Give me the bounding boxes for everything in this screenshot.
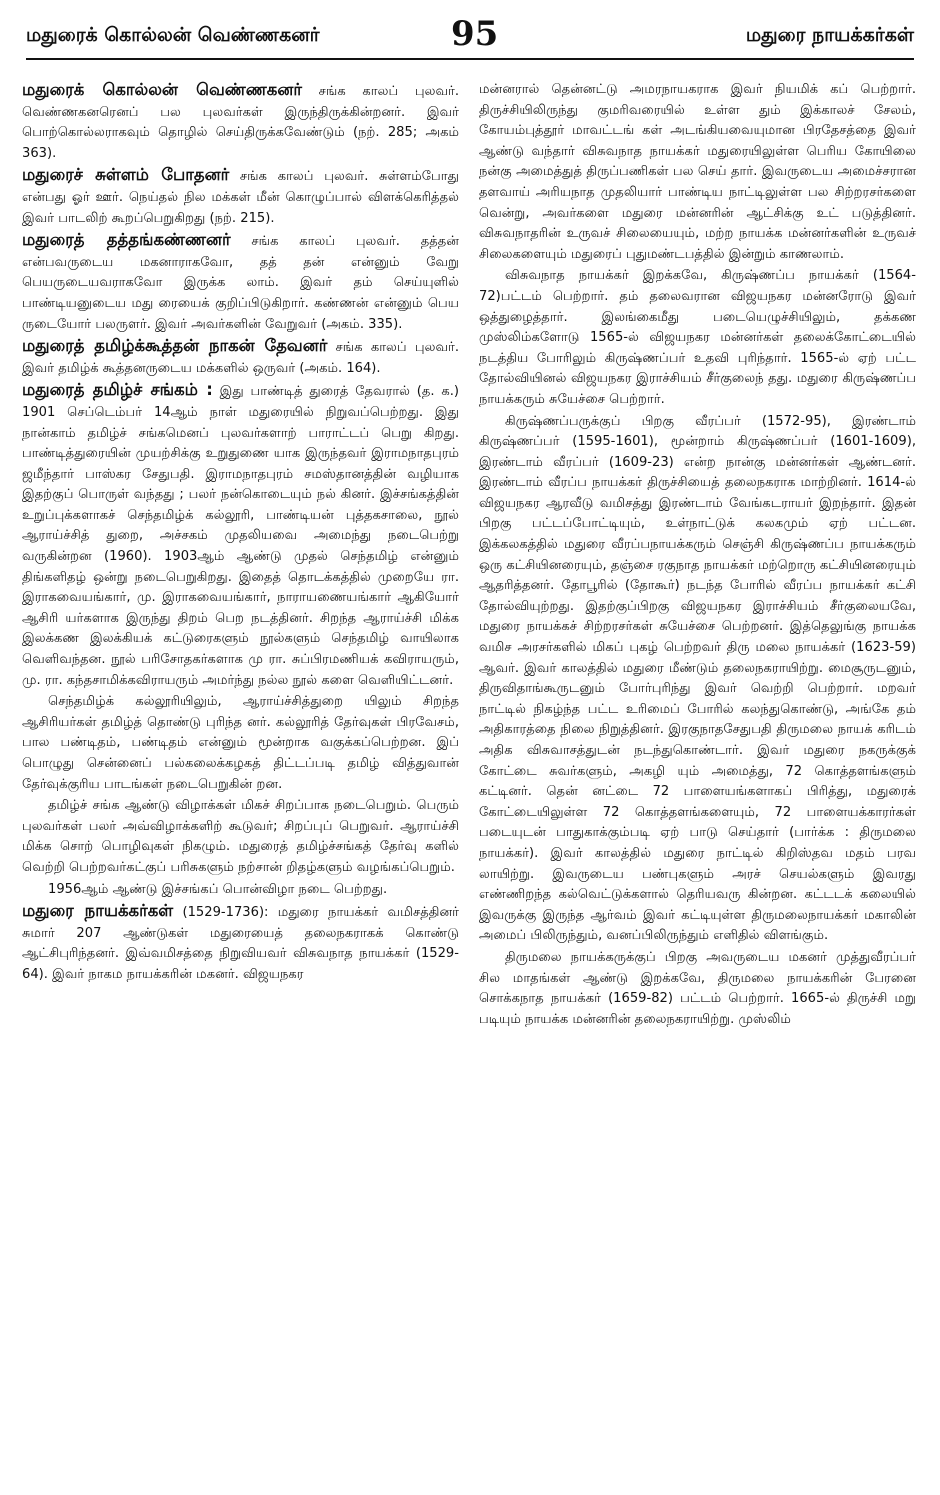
entry-heading: மதுரை நாயக்கர்கள் (22, 901, 174, 921)
entry-heading: மதுரைத் தமிழ்ச் சங்கம் : (22, 380, 213, 400)
paragraph-festivals (22, 796, 459, 878)
paragraph-successors-tirumalai (479, 412, 916, 947)
paragraph-text: மன்னரால் தென்னட்டு அமரநாயகராக இவர் நியமிக் கப் பெற்றார். திருச்சியிலிருந்து குமரிவரையில் உள்ள தும் இக்காலச் சேலம், கோயம்புத்தூர் மாவட்டங் கள் அடங்கியவையுமான பிரதேசத்தை இவர் ஆண்டு வந்தார் விசுவநாத நாயக்கர் மதுரையிலுள்ள பெரிய கோயிலை நன்கு அமைத்துத் திருப்பணிகள் பல செய் தார். இவருடைய அமைச்சரான தளவாய் அரியநாத முதலியார் பாண்டிய நாட்டிலுள்ள பல சிற்றரசர்களை வென்று, அவர்களை மதுரை மன்னரின் ஆட்சிக்கு உட் படுத்தினர். விசுவநாதரின் உருவச் சிலையையும், மற்ற நாயக்க மன்னர்களின் உருவச் சிலைகளையும் மதுரைப் புதுமண்டபத்தில் இன்றும் காணலாம். (479, 82, 916, 262)
right-column (479, 80, 916, 1480)
paragraph-text: தமிழ்ச் சங்க ஆண்டு விழாக்கள் மிகச் சிறப்பாக நடைபெறும். பெரும் புலவர்கள் பலர் அவ்விழாக்களிற் கூடுவர்; சிறப்புப் பெறுவர். ஆராய்ச்சி மிக்க சொற் பொழிவுகள் நிகழும். மதுரைத் தமிழ்ச்சங்கத் தேர்வு களில் வெற்றி பெற்றவர்கட்குப் பரிசுகளும் நற்சான் றிதழ்களும் வழங்கப்பெறும். (22, 798, 459, 875)
entry-tamilkoothan-nagan-thevanar (22, 336, 459, 379)
entry-madurai-nayakkars (22, 901, 459, 985)
paragraph-text: 1956ஆம் ஆண்டு இச்சங்கப் பொன்விழா நடை பெற்றது. (48, 881, 388, 897)
entry-text: சங்க காலப் புலவர். சுள்ளம்போது என்பது ஓர் ஊர். நெய்தல் நில மக்கள் மீன் கொழுப்பால் விளக்கெரித்தல் இவர் பாடலிற் கூறப்பெறுகிறது (நற். 215). (22, 169, 459, 226)
entry-text: சங்க காலப் புலவர். இவர் தமிழ்க் கூத்தனருடைய மக்களில் ஒருவர் (அகம். 164). (22, 340, 459, 376)
entry-heading: மதுரைக் கொல்லன் வெண்ணகனர் (22, 80, 302, 99)
paragraph-text: கிருஷ்ணப்பருக்குப் பிறகு வீரப்பர் (1572-95), இரண்டாம் கிருஷ்ணப்பர் (1595-1601), மூன்றாம் கிருஷ்ணப்பர் (1601-1609), இரண்டாம் வீரப்பர் (1609-23) என்ற நான்கு மன்னர்கள் ஆண்டனர். இரண்டாம் வீரப்ப நாயக்கர் திருச்சியைத் தலைநகராக மாற்றினர். 1614-ல் விஜயநகர ஆரவீடு வமிசத்து இரண்டாம் வேங்கடராயர் இறந்தார். இதன் பிறகு பட்டப்போட்டியும், உள்நாட்டுக் கலகமும் ஏற் பட்டன. இக்கலகத்தில் மதுரை வீரப்பநாயக்கரும் செஞ்சி கிருஷ்ணப்ப நாயக்கரும் ஒரு கட்சியினரையும், தஞ்சை ரகுநாத நாயக்கர் மற்றொரு கட்சியினரையும் ஆதரித்தனர். தோபூரில் (தோகூர்) நடந்த போரில் வீரப்ப நாயக்கர் கட்சி தோல்வியுற்றது. இதற்குப்பிறகு விஜயநகர இராச்சியம் சீர்குலையவே, மதுரை நாயக்கச் சிற்றரசர்கள் சுயேச்சை பெற்றனர். இத்தெலுங்கு நாயக்க வமிச அரசர்களில் மிகப் புகழ் பெற்றவர் திரு மலை நாயக்கர் (1623-59) ஆவர். இவர் காலத்தில் மதுரை மீண்டும் தலைநகராயிற்று. மைசூருடனும், திருவிதாங்கூருடனும் போர்புரிந்து இவர் வெற்றி பெற்றார். மறவர் நாட்டில் நிகழ்ந்த பட்ட உரிமைப் போரில் கலந்துகொண்டு, அங்கே தம் அதிகாரத்தை நிலை நிறுத்தினர். இரகுநாதசேதுபதி திருமலை நாயக் கரிடம் அதிக விசுவாசத்துடன் நடந்துகொண்டார். இவர் மதுரை நகருக்குக் கோட்டை சுவர்களும், அகழி யும் அமைத்து, 72 கொத்தளங்களும் கட்டினர். தென் னட்டை 72 பாளையங்களாகப் பிரித்து, மதுரைக் கோட்டையிலுள்ள 72 கொத்தளங்களையும், 72 பாளையக்காரர்கள் படையுடன் பாதுகாக்கும்படி ஏற் பாடு செய்தார் (பார்க்க : திருமலை நாயக்கர்). இவர் காலத்தில் மதுரை நாட்டில் கிறிஸ்தவ மதம் பரவ லாயிற்று. இவருடைய பண்புகளும் அரச் செயல்களும் இவரது எண்ணிறந்த கல்வெட்டுக்களால் தெரியவரு கின்றன. கட்டடக் கலையில் இவருக்கு இருந்த ஆர்வம் இவர் கட்டியுள்ள திருமலைநாயக்கர் மகாலின் அமைப் பிலிருந்தும், வனப்பிலிருந்தும் எளிதில் விளங்கும். (479, 413, 916, 944)
entry-heading: மதுரைத் தமிழ்க்கூத்தன் நாகன் தேவனர் (22, 336, 328, 356)
header-left-title: மதுரைக் கொல்லன் வெண்ணகனர் (26, 24, 320, 46)
entry-text: சங்க காலப் புலவர். வெண்ணகனரெனப் பல புலவர்கள் இருந்திருக்கின்றனர். இவர் பொற்கொல்லராகவும் தொழில் செய்திருக்கவேண்டும் (நற். 285; அகம் 363). (22, 84, 459, 161)
entry-text: இது பாண்டித் துரைத் தேவரால் (த. க.) 1901 செப்டெம்பர் 14ஆம் நாள் மதுரையில் நிறுவப்பெற்றது. இது நான்காம் தமிழ்ச் சங்கமெனப் புலவர்களாற் பாராட்டப் பெறு கிறது. பாண்டித்துரையின் முயற்சிக்கு உறுதுணை யாக இருந்தவர் இராமநாதபுரம் ஜமீந்தார் பாஸ்கர சேதுபதி. இராமநாதபுரம் சமஸ்தானத்தின் வழியாக இதற்குப் பொருள் வந்தது ; பலர் நன்கொடையும் நல் கினர். இச்சங்கத்தின் உறுப்புக்களாகச் செந்தமிழ்க் கல்லூரி, பாண்டியன் புத்தகசாலை, நூல் ஆராய்ச்சித் துறை, அச்சகம் முதலியவை அமைந்து நடைபெற்று வருகின்றன (1960). 1903ஆம் ஆண்டு முதல் செந்தமிழ் என்னும் திங்களிதழ் ஒன்று நடைபெறுகிறது. இதைத் தொடக்கத்தில் முறையே ரா. இராகவையங்கார், மு. இராகவையங்கார், நாராயணையங்கார் ஆகியோர் ஆசிரி யர்களாக இருந்து திறம் பெற நடத்தினர். சிறந்த ஆராய்ச்சி மிக்க இலக்கண இலக்கியக் கட்டுரைகளும் நூல்களும் செந்தமிழ் வாயிலாக வெளிவந்தன. நூல் பரிசோதகர்களாக மு ரா. சுப்பிரமணியக் கவிராயரும், மு. ரா. கந்தசாமிக்கவிராயரும் அமர்ந்து நல்ல நூல் களை வெளியிட்டனர். (22, 384, 459, 688)
running-header (26, 14, 914, 60)
paragraph-chokkanatha (479, 948, 916, 1030)
paragraph-text: செந்தமிழ்க் கல்லூரியிலும், ஆராய்ச்சித்துறை யிலும் சிறந்த ஆசிரியர்கள் தமிழ்த் தொண்டு புரிந்த னர். கல்லூரித் தேர்வுகள் பிரவேசம், பால பண்டிதம், பண்டிதம் என்னும் மூன்றாக வகுக்கப்பெற்றன. இப் பொழுது சென்னைப் பல்கலைக்கழகத் திட்டப்படி தமிழ் வித்துவான் தேர்வுக்குரிய பாடங்கள் நடைபெறுகின் றன. (22, 694, 459, 792)
page-number: 95 (451, 14, 499, 54)
entry-heading: மதுரைச் சுள்ளம் போதனர் (22, 165, 230, 185)
paragraph-golden-jubilee (22, 880, 459, 901)
entry-sullam-pothanar (22, 165, 459, 229)
entry-kollan-vennaganar (22, 80, 459, 164)
header-right-title: மதுரை நாயக்கர்கள் (745, 24, 914, 46)
paragraph-text: திருமலை நாயக்கருக்குப் பிறகு அவருடைய மகனர் முத்துவீரப்பர் சில மாதங்கள் ஆண்டு இறக்கவே, திருமலை நாயக்கரின் பேரனை சொக்கநாத நாயக்கர் (1659-82) பட்டம் பெற்றார். 1665-ல் திருச்சி மறு படியும் நாயக்க மன்னரின் தலைநகராயிற்று. முஸ்லிம் (479, 949, 916, 1027)
entry-tamil-sangam (22, 380, 459, 691)
paragraph-viswanatha (479, 80, 916, 265)
entry-thathankannanar (22, 230, 459, 335)
paragraph-krishnappa (479, 266, 916, 410)
paragraph-text: விசுவநாத நாயக்கர் இறக்கவே, கிருஷ்ணப்ப நாயக்கர் (1564-72)பட்டம் பெற்றார். தம் தலைவரான விஜயநகர மன்னரோடு இவர் ஒத்துழைத்தார். இலங்கைமீது படையெழுச்சியிலும், தக்கண முஸ்லிம்களோடு 1565-ல் விஜயநகர மன்னர்கள் தலைக்கோட்டையில் நடத்திய போரிலும் கிருஷ்ணப்பர் உதவி புரிந்தார். 1565-ல் ஏற் பட்ட தோல்வியினல் விஜயநகர இராச்சியம் சீர்குலைந் தது. மதுரை கிருஷ்ணப்ப நாயக்கரும் சுயேச்சை பெற்றார். (479, 268, 916, 407)
entry-text: சங்க காலப் புலவர். தத்தன் என்பவருடைய மகனாராகவோ, தத் தன் என்னும் வேறு பெயருடையவராகவோ இருக்க லாம். இவர் தம் செய்யுளில் பாண்டியனுடைய மது ரையைக் குறிப்பிடுகிறார். கண்ணன் என்னும் பெய ருடையோர் பலருளர். இவர் அவர்களின் வேறுவர் (அகம். 335). (22, 234, 459, 332)
entry-heading: மதுரைத் தத்தங்கண்ணனர் (22, 230, 231, 250)
entry-text: (1529-1736): மதுரை நாயக்கர் வமிசத்தினர் சுமார் 207 ஆண்டுகள் மதுரையைத் தலைநகராகக் கொண்டு ஆட்சிபுரிந்தனர். இவ்வமிசத்தை நிறுவியவர் விசுவநாத நாயக்கர் (1529-64). இவர் நாகம நாயக்கரின் மகனர். விஜயநகர (22, 905, 459, 982)
left-column (22, 80, 459, 1480)
paragraph-college (22, 692, 459, 795)
